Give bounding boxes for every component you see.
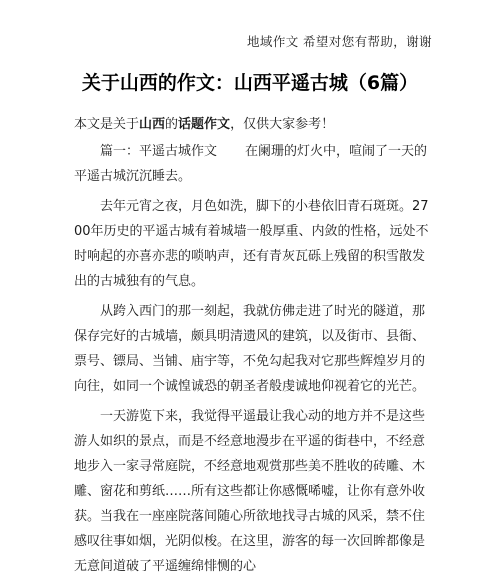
intro-text-before: 本文是关于 — [74, 117, 140, 132]
intro-paragraph — [74, 112, 430, 137]
paragraph-4: 一天游览下来，我觉得平遥最让我心动的地方并不是这些游人如织的景点，而是不经意地漫步在平遥的街巷中，不经意地步入一家寻常庭院，不经意地观赏那些美不胜收的砖雕、木雕、窗花和剪纸……所有这些都让你感慨唏嘘，让你有意外收获。当我在一座座院落间随心所欲地找寻古城的风采，禁不住感叹往事如烟，光阴似梭。在这里，游客的每一次回眸都像是无意间道破了平遥缠绵悱恻的心 — [74, 409, 426, 574]
intro-keyword-shanxi[interactable]: 山西 — [139, 117, 166, 132]
article-title: 关于山西的作文：山西平遥古城（6篇） — [81, 72, 419, 94]
paragraph-2: 去年元宵之夜，月色如洗，脚下的小巷依旧青石斑斑。2700年历史的平遥古城有着城墙一般厚重、内敛的性格，远处不时响起的亦喜亦悲的唢呐声，还有青灰瓦砾上残留的积雪散发出的古城独有的气息。 — [74, 199, 429, 289]
paragraph-1-text: 在阑珊的灯火中，喧闹了一天的平遥古城沉沉睡去。 — [74, 144, 428, 184]
section-heading: 篇一：平遥古城作文 — [100, 144, 218, 159]
paragraph-3: 从跨入西门的那一刻起，我就仿佛走进了时光的隧道，那保存完好的古城墙，颇具明清遗风的建筑，以及街市、县衙、票号、镖局、当铺、庙宇等，不免勾起我对它那些辉煌岁月的向往，如同一个诚惶诚恐的朝圣者般虔诚地仰视着它的光芒。 — [74, 304, 426, 394]
article-body — [74, 112, 430, 584]
intro-keyword-topic[interactable]: 话题作文 — [178, 117, 231, 132]
intro-text-after: ，仅供大家参考！ — [230, 117, 335, 132]
header-note: 地域作文 希望对您有帮助，谢谢 — [247, 34, 432, 49]
intro-text-middle: 的 — [165, 117, 179, 132]
paragraph-1 — [74, 139, 430, 189]
